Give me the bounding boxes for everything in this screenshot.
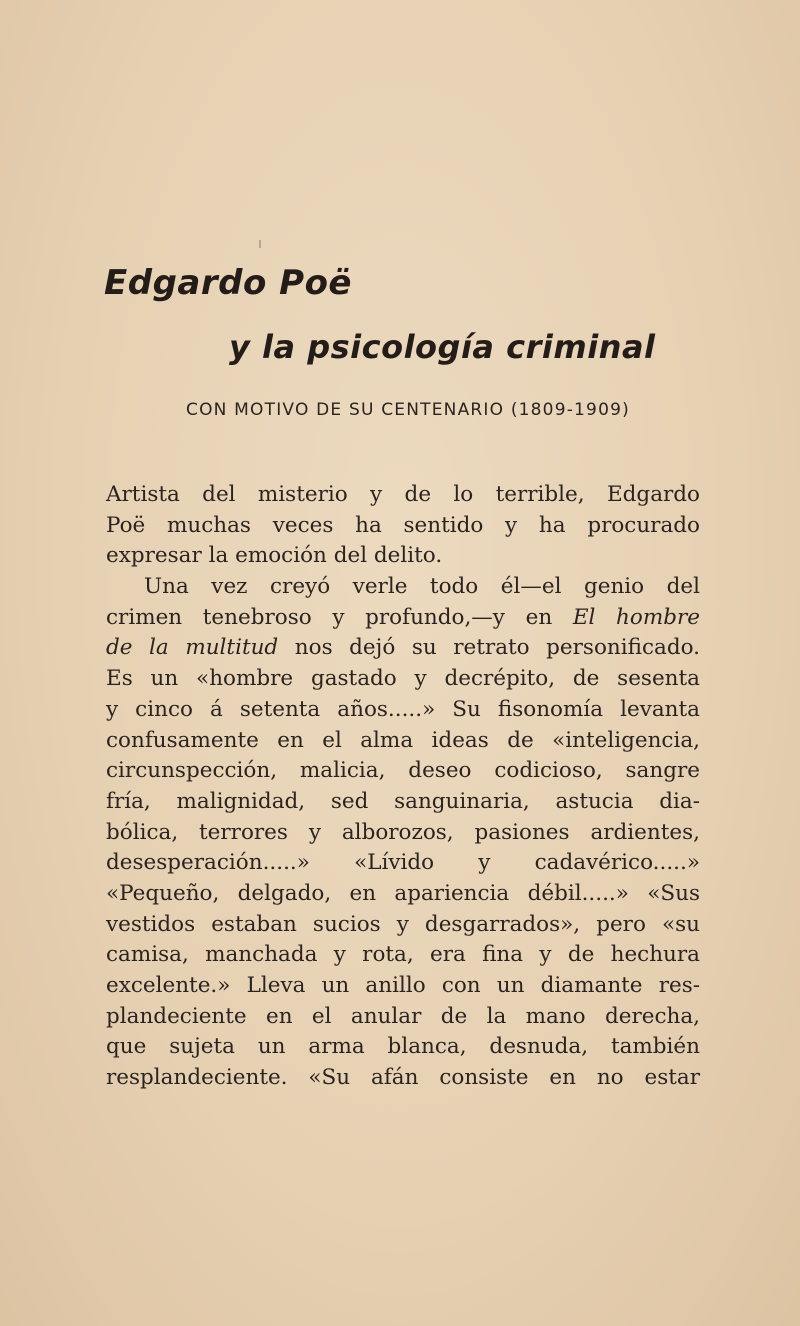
- text-line: Artista del misterio y de lo terrible, Edgardo: [106, 482, 700, 507]
- text-line: que sujeta un arma blanca, desnuda, también: [106, 1034, 700, 1060]
- text-segment: crimen tenebroso y profundo,—y en: [106, 604, 553, 630]
- text-line: resplandeciente. «Su afán consiste en no estar: [106, 1065, 700, 1091]
- text-line: Una vez creyó verle todo él—el genio del: [144, 574, 700, 600]
- chapter-title-line-1: Edgardo Poë: [104, 263, 352, 303]
- text-line: Es un «hombre gastado y decrépito, de sesenta: [106, 666, 700, 692]
- book-title-italic: El hombre: [572, 604, 700, 630]
- text-line: vestidos estaban sucios y desgarrados», pero «su: [106, 911, 700, 937]
- text-line: excelente.» Lleva un anillo con un diamante res-: [106, 973, 700, 998]
- text-segment: nos dejó su retrato personificado.: [294, 635, 700, 661]
- text-line: confusamente en el alma ideas de «inteligencia,: [106, 727, 700, 753]
- body-text: [106, 480, 700, 1094]
- text-line: «Pequeño, delgado, en apariencia débil.....» «Sus: [106, 880, 700, 906]
- text-line: [106, 603, 700, 634]
- chapter-subtitle: CON MOTIVO DE SU CENTENARIO (1809-1909): [186, 400, 630, 420]
- text-line: desesperación.....» «Lívido y cadavérico.....»: [106, 850, 700, 876]
- text-line: bólica, terrores y alborozos, pasiones ardientes,: [106, 819, 700, 845]
- text-line: circunspección, malicia, deseo codicioso, sangre: [106, 758, 700, 784]
- ink-speck: [259, 240, 261, 248]
- book-title-italic: de la multitud: [106, 635, 279, 661]
- text-line: Poë muchas veces ha sentido y ha procurado: [106, 512, 700, 538]
- text-line: [106, 633, 700, 664]
- text-line: expresar la emoción del delito.: [106, 543, 443, 569]
- text-line: y cinco á setenta años.....» Su fisonomía levanta: [106, 696, 700, 722]
- text-line: plandeciente en el anular de la mano derecha,: [106, 1003, 700, 1029]
- text-line: camisa, manchada y rota, era fina y de hechura: [106, 942, 700, 968]
- text-line: fría, malignidad, sed sanguinaria, astucia dia-: [106, 788, 700, 814]
- chapter-title-line-2: y la psicología criminal: [229, 328, 656, 366]
